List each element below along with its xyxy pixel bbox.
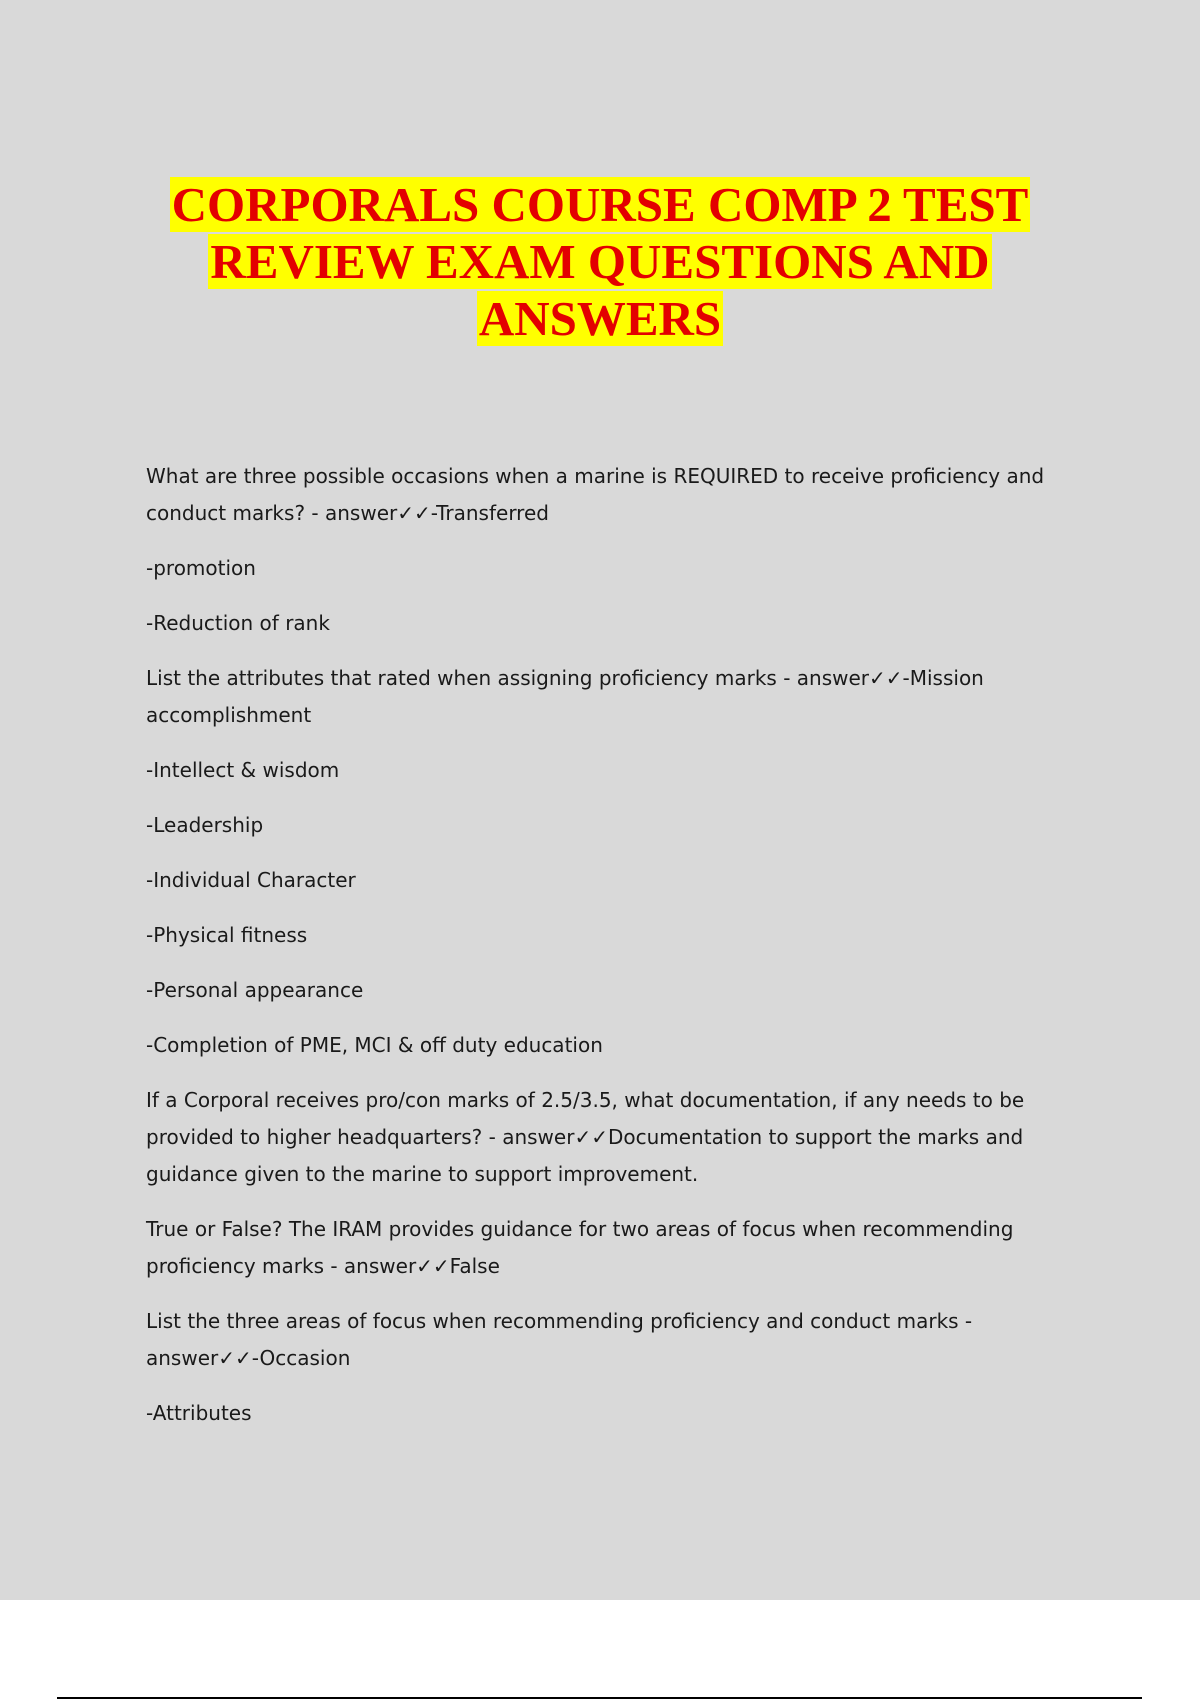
title-line-3: ANSWERS <box>478 291 722 346</box>
document-title <box>0 176 1200 347</box>
answer-item: -Physical fitness <box>146 923 308 947</box>
answer-item: -Reduction of rank <box>146 611 330 635</box>
question-paragraph: If a Corporal receives pro/con marks of 2.5/3.5, what documentation, if any needs to be provided to higher headquarters? - answer✓✓Documentation to support the marks and guidance given to the marine to support improvement. <box>146 1088 1025 1186</box>
answer-item: -Completion of PME, MCI & off duty education <box>146 1033 603 1057</box>
question-paragraph: What are three possible occasions when a marine is REQUIRED to receive proficiency and conduct marks? - answer✓✓-Transferred <box>146 464 1045 525</box>
answer-item: -Intellect & wisdom <box>146 758 340 782</box>
question-paragraph: List the three areas of focus when recommending proficiency and conduct marks - answer✓✓-Occasion <box>146 1309 973 1370</box>
title-line-1: CORPORALS COURSE COMP 2 TEST <box>171 177 1029 232</box>
title-line-2: REVIEW EXAM QUESTIONS AND <box>210 234 990 289</box>
answer-item: -Leadership <box>146 813 264 837</box>
footer-divider <box>57 1697 1142 1699</box>
answer-item: -Personal appearance <box>146 978 364 1002</box>
question-paragraph: List the attributes that rated when assigning proficiency marks - answer✓✓-Mission accomplishment <box>146 666 984 727</box>
document-body <box>146 458 1086 1450</box>
answer-item: -promotion <box>146 556 256 580</box>
question-paragraph: True or False? The IRAM provides guidance for two areas of focus when recommending proficiency marks - answer✓✓False <box>146 1217 1014 1278</box>
answer-item: -Individual Character <box>146 868 356 892</box>
answer-item: -Attributes <box>146 1401 252 1425</box>
